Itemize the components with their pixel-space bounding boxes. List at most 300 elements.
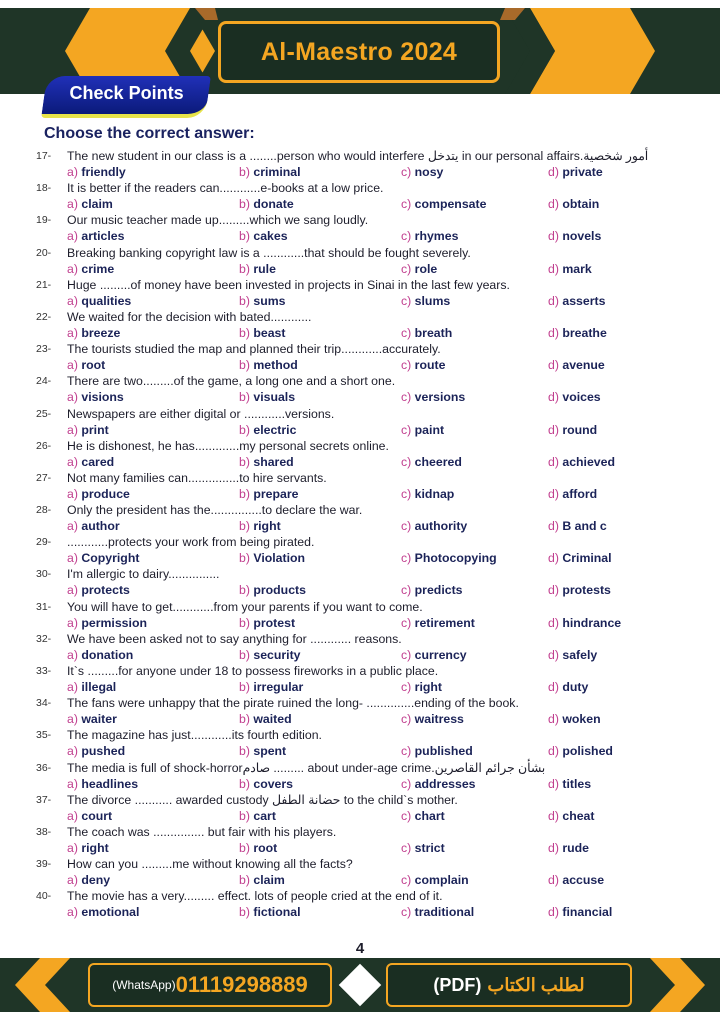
answer-option[interactable] [239,904,301,920]
option-text: Copyright [81,551,140,566]
question-text: How can you .........me without knowing all the facts? [67,857,353,872]
option-text: friendly [81,165,126,179]
question-item [0,309,720,341]
option-letter: a) [67,358,78,373]
answer-option[interactable] [548,486,597,502]
option-text: hindrance [562,615,622,630]
answer-option[interactable] [548,615,621,631]
answer-option[interactable] [239,325,285,341]
answer-option[interactable] [239,422,296,438]
answer-option[interactable] [67,357,105,373]
option-text: polished [562,744,613,759]
option-text: court [81,808,113,823]
answer-option[interactable] [67,582,130,598]
option-letter: d) [548,454,559,469]
option-text: visuals [253,390,296,405]
answer-option[interactable] [548,743,613,759]
option-letter: d) [548,390,559,405]
option-text: published [414,744,473,759]
question-number: 17- [36,150,52,162]
option-letter: b) [239,808,250,823]
option-text: private [562,165,603,179]
option-letter: b) [239,165,250,179]
option-letter: d) [548,840,559,855]
answer-option[interactable] [548,904,612,920]
option-text: electric [253,422,297,437]
question-number: 40- [36,890,52,903]
answer-option[interactable] [548,389,601,405]
option-text: products [253,583,306,598]
answer-option[interactable] [548,228,601,244]
answer-option[interactable] [239,872,285,888]
answer-option[interactable] [548,711,601,727]
answer-option[interactable] [401,261,437,277]
answer-option[interactable] [401,904,474,920]
option-text: articles [81,229,125,244]
answer-option[interactable] [239,196,294,212]
question-number: 18- [36,182,52,195]
option-letter: c) [401,165,412,179]
answer-option[interactable] [67,647,133,663]
option-text: novels [562,229,602,244]
answer-option[interactable] [401,196,486,212]
option-letter: a) [67,229,78,244]
option-letter: b) [239,680,250,694]
question-number: 35- [36,729,52,742]
answer-option[interactable] [548,550,612,566]
question-number: 36- [36,761,52,774]
option-text: rude [562,840,590,855]
answer-option[interactable] [67,389,124,405]
option-letter: d) [548,873,559,888]
answer-option[interactable] [548,872,604,888]
option-letter: d) [548,680,559,694]
answer-option[interactable] [401,164,443,180]
option-letter: b) [239,712,250,727]
option-letter: a) [67,873,78,888]
option-letter: c) [401,454,412,469]
option-text: shared [253,454,294,469]
option-letter: d) [548,165,559,179]
answer-option[interactable] [239,647,301,663]
question-item [0,856,720,888]
option-letter: d) [548,229,559,244]
option-letter: d) [548,197,559,212]
answer-option[interactable] [239,615,295,631]
option-text: prepare [253,486,299,501]
question-text: Not many families can...............to hire servants. [67,470,327,485]
option-text: fictional [253,905,301,920]
answer-option[interactable] [401,389,465,405]
option-text: titles [562,776,592,791]
answer-option[interactable] [401,422,444,438]
option-text: beast [253,325,286,340]
option-letter: b) [239,390,250,405]
option-text: voices [562,390,601,405]
question-text: You will have to get............from your parents if you want to come. [67,599,423,614]
option-letter: c) [401,873,412,888]
answer-option[interactable] [239,518,281,534]
answer-option[interactable] [239,454,294,470]
answer-option[interactable] [67,196,113,212]
answer-option[interactable] [67,550,139,566]
answer-option[interactable] [67,679,116,695]
option-text: right [253,519,281,534]
question-item [0,373,720,405]
option-letter: b) [239,358,250,373]
option-letter: a) [67,551,78,566]
option-letter: d) [548,422,559,437]
answer-option[interactable] [67,808,112,824]
option-text: security [253,647,301,662]
answer-option[interactable] [67,776,138,792]
option-letter: c) [401,229,412,244]
answer-option[interactable] [239,261,276,277]
answer-option[interactable] [239,776,293,792]
option-letter: c) [401,519,412,534]
question-text: Breaking banking copyright law is a ............that should be fought severely. [67,245,471,260]
answer-option[interactable] [239,550,305,566]
option-letter: d) [548,647,559,662]
option-text: nosy [414,165,444,179]
answer-option[interactable] [239,293,285,309]
option-letter: a) [67,325,78,340]
option-letter: b) [239,551,250,566]
question-item [0,534,720,566]
answer-option[interactable] [239,389,295,405]
option-text: criminal [253,165,301,179]
question-text: The divorce ........... awarded custody حضانة الطفل to the child`s mother. [67,792,458,807]
answer-option[interactable] [239,743,286,759]
option-text: versions [414,390,466,405]
answer-option[interactable] [548,325,607,341]
option-text: waiter [81,712,117,727]
answer-option[interactable] [67,743,125,759]
option-letter: b) [239,293,250,308]
answer-option[interactable] [401,743,473,759]
option-letter: d) [548,583,559,598]
answer-option[interactable] [67,872,110,888]
answer-option[interactable] [548,454,615,470]
option-letter: a) [67,422,78,437]
answer-option[interactable] [67,615,147,631]
option-text: protest [253,615,296,630]
question-number: 19- [36,214,52,227]
option-letter: b) [239,197,250,212]
question-number: 22- [36,310,52,323]
option-text: crime [81,261,115,276]
option-text: afford [562,486,598,501]
answer-option[interactable] [401,550,497,566]
option-letter: c) [401,197,412,212]
option-letter: d) [548,744,559,759]
option-text: Criminal [562,551,612,566]
option-letter: c) [401,647,412,662]
answer-option[interactable] [239,711,292,727]
option-text: claim [81,197,113,212]
answer-option[interactable] [401,615,475,631]
question-item [0,599,720,631]
answer-option[interactable] [401,325,452,341]
option-text: cart [253,808,276,823]
question-text: The tourists studied the map and planned their trip............accurately. [67,342,441,357]
option-text: visions [81,390,124,405]
option-letter: d) [548,808,559,823]
answer-option[interactable] [548,196,599,212]
question-text: Only the president has the...............to declare the war. [67,503,363,518]
option-text: illegal [81,680,117,694]
option-letter: c) [401,486,412,501]
footer-banner [0,958,720,1012]
option-letter: a) [67,197,78,212]
answer-option[interactable] [239,582,306,598]
option-text: author [81,519,120,534]
option-letter: a) [67,840,78,855]
option-letter: a) [67,486,78,501]
option-text: donate [253,197,294,212]
check-points-badge [41,76,211,118]
question-item [0,245,720,277]
instruction-heading: Choose the correct answer: [44,125,255,142]
option-text: achieved [562,454,615,469]
pdf-label: (PDF) [433,974,482,995]
option-text: covers [253,776,294,791]
answer-option[interactable] [401,808,445,824]
option-text: cheat [562,808,595,823]
option-letter: c) [401,583,412,598]
option-text: breeze [81,325,121,340]
answer-option[interactable] [548,840,589,856]
option-text: accuse [562,873,605,888]
question-item [0,502,720,534]
answer-option[interactable] [67,325,120,341]
option-text: mark [562,261,592,276]
option-text: woken [562,712,601,727]
option-letter: b) [239,261,250,276]
order-book-arabic-label: لطلب الكتاب [487,974,585,995]
answer-option[interactable] [548,808,594,824]
answer-option[interactable] [401,518,467,534]
option-letter: b) [239,486,250,501]
option-letter: d) [548,293,559,308]
answer-option[interactable] [548,776,591,792]
question-text: Huge .........of money have been invested in projects in Sinai in the last few years. [67,277,510,292]
option-text: strict [414,840,445,855]
question-number: 32- [36,632,52,645]
question-number: 25- [36,407,52,420]
answer-option[interactable] [67,422,109,438]
question-text: I'm allergic to dairy............... [67,567,220,582]
option-text: slums [414,293,451,308]
option-letter: b) [239,905,250,920]
answer-option[interactable] [548,582,611,598]
option-letter: b) [239,647,250,662]
question-text: There are two.........of the game, a long one and a short one. [67,374,396,389]
option-text: cheered [414,454,462,469]
answer-option[interactable] [401,454,462,470]
answer-option[interactable] [239,357,298,373]
option-text: B and c [562,519,607,534]
option-text: irregular [253,680,304,694]
option-text: complain [414,873,469,888]
question-item [0,824,720,856]
answer-option[interactable] [239,679,303,695]
question-number: 26- [36,439,52,452]
whatsapp-box [88,963,332,1007]
question-text: The media is full of shock-horrorصادم ......... about under-age crime.بشأن جرائم القاصرين [67,760,546,775]
question-number: 21- [36,278,52,291]
answer-option[interactable] [67,711,117,727]
option-text: waitress [414,712,464,727]
answer-option[interactable] [239,228,288,244]
option-text: claim [253,873,285,888]
option-text: produce [81,486,130,501]
option-text: pushed [81,744,126,759]
option-letter: b) [239,776,250,791]
answer-option[interactable] [548,679,588,695]
option-text: kidnap [414,486,455,501]
option-text: sums [253,293,286,308]
option-letter: d) [548,712,559,727]
option-text: role [414,261,438,276]
answer-option[interactable] [548,422,597,438]
answer-option[interactable] [239,808,276,824]
question-number: 28- [36,504,52,517]
option-letter: b) [239,454,250,469]
answer-option[interactable] [548,293,605,309]
answer-option[interactable] [67,261,114,277]
answer-option[interactable] [548,518,607,534]
option-text: spent [253,744,287,759]
answer-option[interactable] [67,518,120,534]
option-text: method [253,358,298,373]
phone-number: 01119298889 [175,972,308,997]
answer-option[interactable] [239,486,298,502]
question-number: 34- [36,697,52,710]
answer-option[interactable] [239,164,301,180]
answer-option[interactable] [401,582,463,598]
option-text: round [562,422,598,437]
question-text: We have been asked not to say anything for ............ reasons. [67,631,402,646]
option-letter: c) [401,551,412,566]
question-item [0,727,720,759]
answer-option[interactable] [401,647,467,663]
option-text: duty [562,680,589,694]
answer-option[interactable] [401,776,476,792]
option-letter: b) [239,744,250,759]
answer-option[interactable] [401,293,450,309]
option-letter: b) [239,229,250,244]
pdf-order-box [386,963,632,1007]
option-letter: c) [401,422,412,437]
question-text: The movie has a very......... effect. lots of people cried at the end of it. [67,889,443,904]
answer-option[interactable] [67,228,124,244]
question-list [0,148,720,921]
answer-option[interactable] [401,711,464,727]
option-text: rule [253,261,276,276]
option-text: right [414,680,442,694]
option-letter: a) [67,293,78,308]
question-item [0,180,720,212]
answer-option[interactable] [67,486,130,502]
answer-option[interactable] [401,228,458,244]
answer-option[interactable] [401,486,454,502]
option-text: root [81,358,106,373]
question-text: It`s .........for anyone under 18 to possess fireworks in a public place. [67,664,439,678]
option-text: waited [253,712,292,727]
question-number: 38- [36,825,52,838]
question-text: The magazine has just............its fourth edition. [67,728,322,743]
answer-option[interactable] [67,454,114,470]
option-text: root [253,840,278,855]
question-text: Newspapers are either digital or ............versions. [67,406,335,421]
option-text: predicts [414,583,463,598]
option-letter: d) [548,905,559,920]
question-item [0,470,720,502]
answer-option[interactable] [67,904,139,920]
answer-option[interactable] [548,261,592,277]
whatsapp-label: (WhatsApp) [112,978,176,992]
answer-option[interactable] [67,293,131,309]
option-letter: c) [401,615,412,630]
option-text: permission [81,615,147,630]
option-text: breathe [562,325,607,340]
question-text: He is dishonest, he has.............my personal secrets online. [67,438,389,453]
option-text: currency [414,647,467,662]
option-text: headlines [81,776,139,791]
question-item [0,792,720,824]
answer-option[interactable] [67,840,109,856]
question-item [0,148,720,180]
answer-option[interactable] [401,679,442,695]
question-item [0,277,720,309]
option-letter: a) [67,583,78,598]
option-letter: c) [401,776,412,791]
answer-option[interactable] [67,164,126,180]
option-text: obtain [562,197,600,212]
option-text: paint [414,422,445,437]
answer-option[interactable] [401,357,445,373]
option-text: addresses [414,776,476,791]
question-number: 24- [36,375,52,388]
option-letter: a) [67,390,78,405]
option-text: avenue [562,358,605,373]
question-number: 39- [36,858,52,871]
question-item [0,212,720,244]
option-letter: d) [548,325,559,340]
option-letter: d) [548,358,559,373]
question-item [0,695,720,727]
answer-option[interactable] [548,164,603,180]
option-letter: c) [401,744,412,759]
question-number: 29- [36,536,52,549]
answer-option[interactable] [239,840,277,856]
option-letter: a) [67,905,78,920]
question-number: 30- [36,568,52,581]
answer-option[interactable] [401,840,445,856]
question-text: The coach was ............... but fair with his players. [67,824,337,839]
option-letter: d) [548,261,559,276]
answer-option[interactable] [401,872,469,888]
answer-option[interactable] [548,647,597,663]
answer-option[interactable] [548,357,605,373]
option-letter: b) [239,615,250,630]
option-letter: c) [401,680,412,694]
question-item [0,888,720,920]
option-letter: d) [548,486,559,501]
question-item [0,760,720,792]
option-letter: a) [67,744,78,759]
